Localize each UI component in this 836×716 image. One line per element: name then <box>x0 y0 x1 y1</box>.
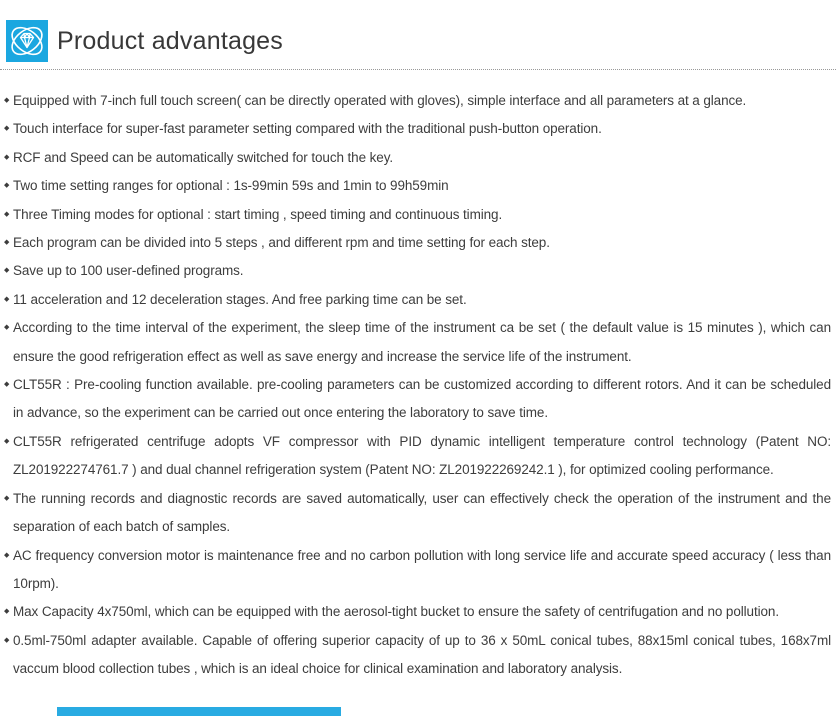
advantage-item <box>4 286 831 314</box>
advantage-item <box>4 172 831 200</box>
advantage-text: Two time setting ranges for optional : 1s-99min 59s and 1min to 99h59min <box>13 178 449 194</box>
advantage-item <box>4 428 831 485</box>
diamond-bullet-icon: ◆ <box>4 182 10 190</box>
advantage-item <box>4 542 831 599</box>
advantage-text: AC frequency conversion motor is maintenance free and no carbon pollution with long service life and accurate speed accuracy ( less than 10rpm). <box>13 547 831 591</box>
diamond-bullet-icon: ◆ <box>4 210 10 218</box>
advantage-text: Three Timing modes for optional : start timing , speed timing and continuous timing. <box>13 206 503 222</box>
diamond-bullet-icon: ◆ <box>4 494 10 502</box>
diamond-bullet-icon: ◆ <box>4 239 10 247</box>
advantage-item <box>4 627 831 684</box>
diamond-bullet-icon: ◆ <box>4 551 10 559</box>
advantage-item <box>4 115 831 143</box>
footer-accent-bar <box>57 707 341 716</box>
advantage-item <box>4 371 831 428</box>
advantage-item <box>4 485 831 542</box>
advantage-item <box>4 144 831 172</box>
advantage-item <box>4 598 831 626</box>
diamond-bullet-icon: ◆ <box>4 295 10 303</box>
diamond-bullet-icon: ◆ <box>4 125 10 133</box>
diamond-bullet-icon: ◆ <box>4 381 10 389</box>
page-title: Product advantages <box>57 26 283 55</box>
diamond-bullet-icon: ◆ <box>4 153 10 161</box>
advantage-text: Save up to 100 user-defined programs. <box>13 263 244 279</box>
advantages-list <box>0 70 836 684</box>
advantage-text: Each program can be divided into 5 steps , and different rpm and time setting for each step. <box>13 235 550 251</box>
advantage-text: Equipped with 7-inch full touch screen( can be directly operated with gloves), simple interface and all parameters at a glance. <box>13 93 747 108</box>
advantage-text: CLT55R : Pre-cooling function available. pre-cooling parameters can be customized according to different rotors. And it can be scheduled in advance, so the experiment can be carried out once entering the laboratory to save time. <box>13 377 831 421</box>
advantage-item <box>4 201 831 229</box>
advantage-text: 0.5ml-750ml adapter available. Capable of offering superior capacity of up to 36 x 50mL conical tubes, 88x15ml conical tubes, 168x7ml vaccum blood collection tubes , which is an ideal choice for clinical examination and laboratory analysis. <box>13 632 831 677</box>
advantage-item <box>4 87 831 115</box>
advantage-text: Touch interface for super-fast parameter setting compared with the traditional push-button operation. <box>13 121 602 137</box>
advantage-text: 11 acceleration and 12 deceleration stages. And free parking time can be set. <box>13 291 467 307</box>
page-header <box>0 0 836 62</box>
diamond-bullet-icon: ◆ <box>4 608 10 616</box>
diamond-bullet-icon: ◆ <box>4 267 10 275</box>
advantage-text: The running records and diagnostic records are saved automatically, user can effectively check the operation of the instrument and the separation of each batch of samples. <box>13 490 831 535</box>
advantage-item <box>4 257 831 285</box>
advantage-text: Max Capacity 4x750ml, which can be equipped with the aerosol-tight bucket to ensure the safety of centrifugation and no pollution. <box>13 604 779 620</box>
diamond-bullet-icon: ◆ <box>4 437 10 445</box>
advantage-text: According to the time interval of the experiment, the sleep time of the instrument ca be set ( the default value is 15 minutes ), which can ensure the good refrigeration effect as well as save energy and increase the service life of the instrument. <box>13 320 831 364</box>
diamond-bullet-icon: ◆ <box>4 324 10 332</box>
advantage-item <box>4 229 831 257</box>
diamond-bullet-icon: ◆ <box>4 97 10 104</box>
advantage-text: RCF and Speed can be automatically switched for touch the key. <box>13 149 394 165</box>
diamond-bullet-icon: ◆ <box>4 636 10 644</box>
brand-atom-diamond-logo-icon <box>6 20 48 62</box>
advantage-text: CLT55R refrigerated centrifuge adopts VF compressor with PID dynamic intelligent temperature control technology (Patent NO: ZL201922274761.7 ) and dual channel refrigeration system (Patent NO: ZL201922269242.1 ), for optimized cooling performance. <box>13 433 831 478</box>
advantage-item <box>4 314 831 371</box>
